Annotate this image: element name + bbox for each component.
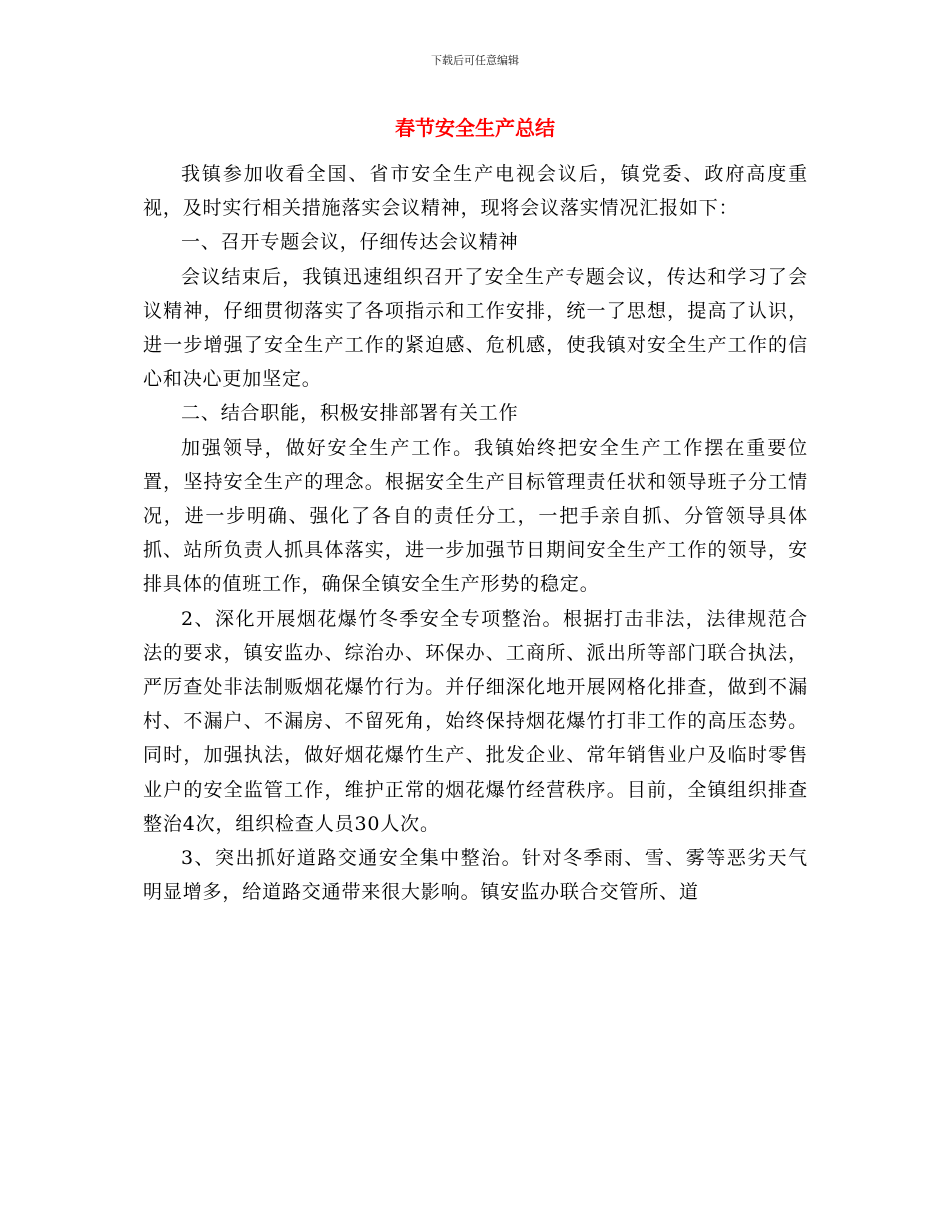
document-body [143,157,808,909]
paragraph-fireworks: 2、深化开展烟花爆竹冬季安全专项整治。根据打击非法，法律规范合法的要求，镇安监办、综治办、环保办、工商所、派出所等部门联合执法，严厉查处非法制贩烟花爆竹行为。并仔细深化地开展网格化排查，做到不漏村、不漏户、不漏房、不留死角，始终保持烟花爆竹打非工作的高压态势。同时，加强执法，做好烟花爆竹生产、批发企业、常年销售业户及临时零售业户的安全监管工作，维护正常的烟花爆竹经营秩序。目前，全镇组织排查整治4次，组织检查人员30人次。 [143,607,808,835]
header-note: 下载后可任意编辑 [431,54,519,67]
paragraph-traffic: 3、突出抓好道路交通安全集中整治。针对冬季雨、雪、雾等恶劣天气明显增多，给道路交通带来很大影响。镇安监办联合交管所、道 [143,847,808,904]
paragraph-intro: 我镇参加收看全国、省市安全生产电视会议后，镇党委、政府高度重视，及时实行相关措施落实会议精神，现将会议落实情况汇报如下： [143,163,808,220]
paragraph-leadership: 加强领导，做好安全生产工作。我镇始终把安全生产工作摆在重要位置，坚持安全生产的理念。根据安全生产目标管理责任状和领导班子分工情况，进一步明确、强化了各自的责任分工，一把手亲自抓、分管领导具体抓、站所负责人抓具体落实，进一步加强节日期间安全生产工作的领导，安排具体的值班工作，确保全镇安全生产形势的稳定。 [143,436,808,596]
section-heading-1: 一、召开专题会议，仔细传达会议精神 [181,231,519,254]
section-heading-2: 二、结合职能，积极安排部署有关工作 [181,402,519,425]
document-title: 春节安全生产总结 [395,116,555,140]
paragraph-meeting: 会议结束后，我镇迅速组织召开了安全生产专题会议，传达和学习了会议精神，仔细贯彻落实了各项指示和工作安排，统一了思想，提高了认识，进一步增强了安全生产工作的紧迫感、危机感，使我镇对安全生产工作的信心和决心更加坚定。 [143,265,808,391]
